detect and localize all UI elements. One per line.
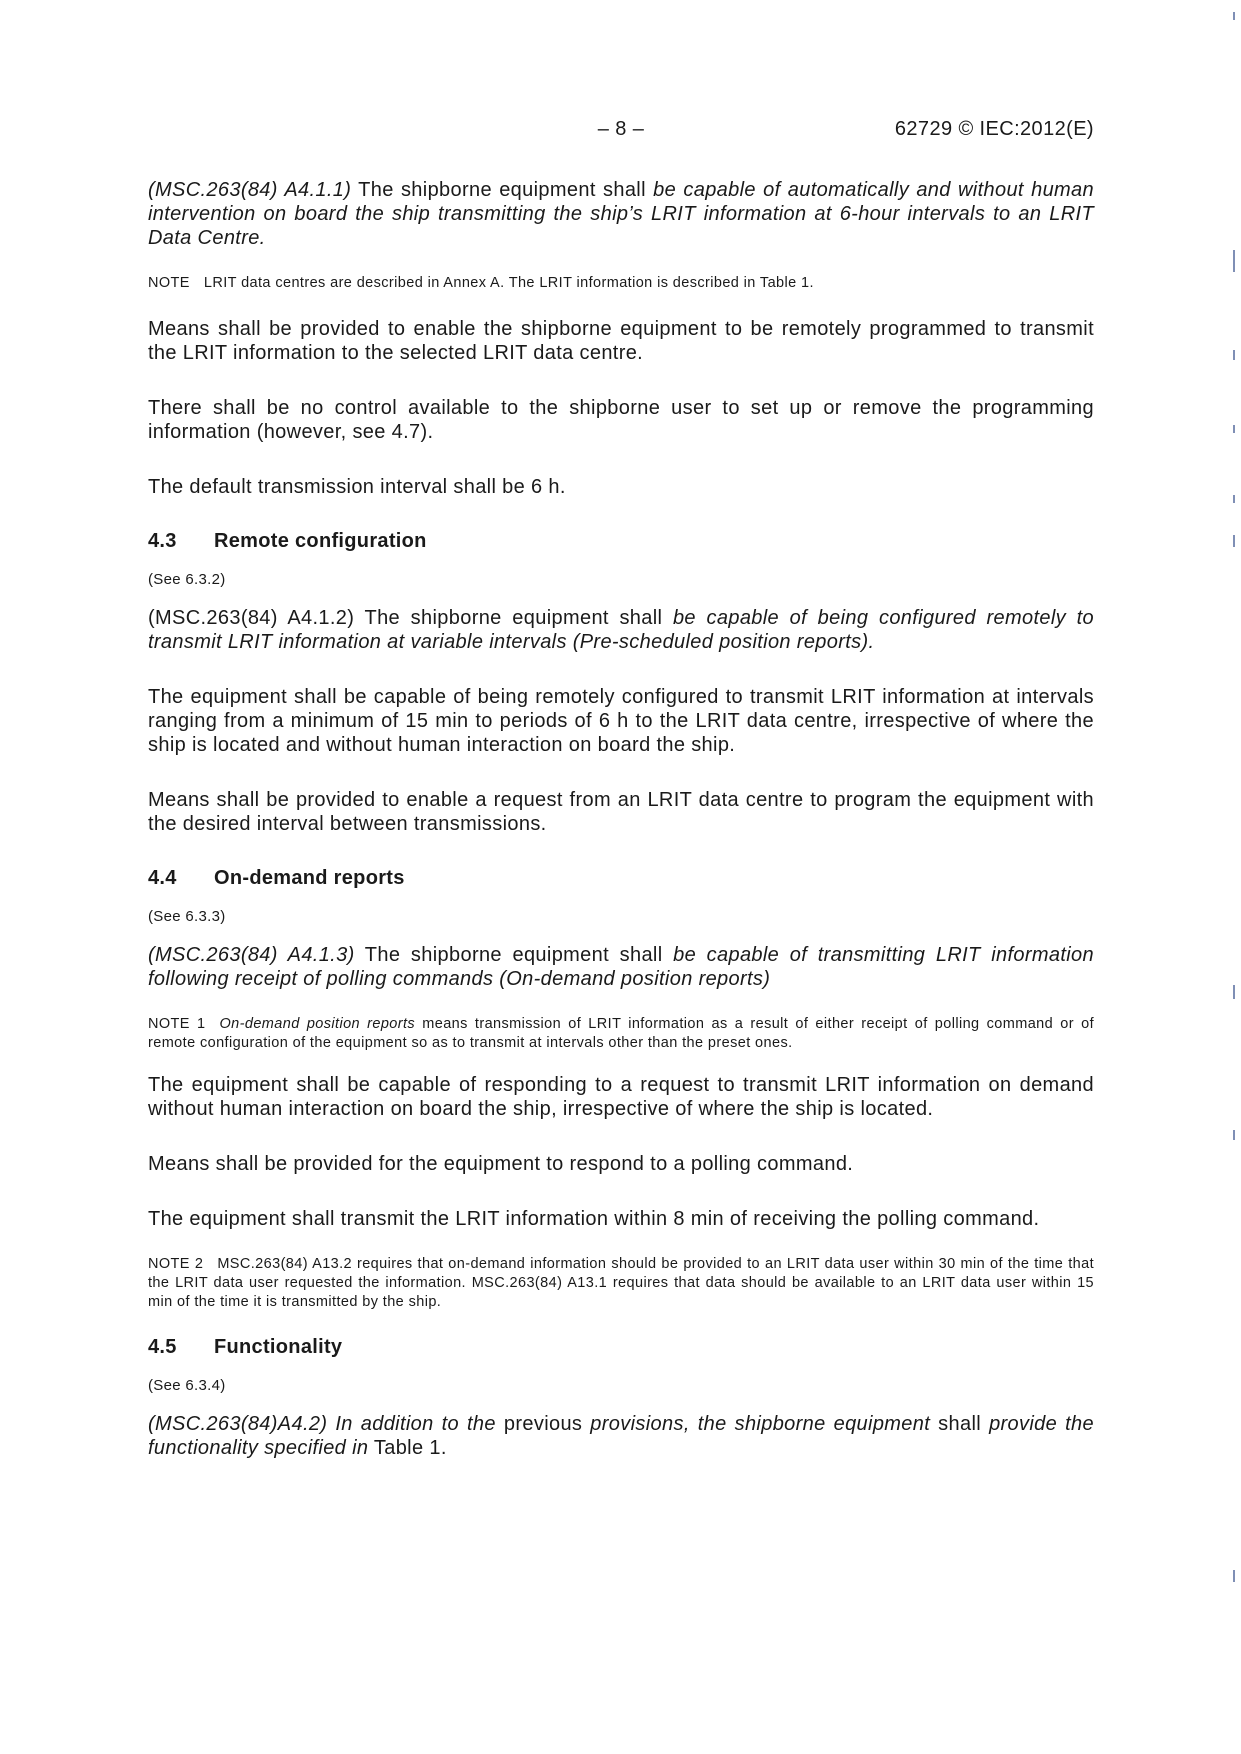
note: NOTE LRIT data centres are described in Annex A. The LRIT information is described in Table 1. bbox=[148, 275, 814, 291]
section-heading: 4.3 Remote configuration bbox=[148, 530, 427, 552]
scan-mark bbox=[1233, 535, 1235, 547]
paragraph: Means shall be provided for the equipment to respond to a polling command. bbox=[148, 1153, 854, 1175]
paragraph: The equipment shall be capable of being remotely configured to transmit LRIT information at intervals ranging from a minimum of 15 min to periods of 6 h to the LRIT data centre, irrespective of where the ship is located and without human interaction on board the ship. bbox=[148, 686, 1094, 756]
scan-mark bbox=[1233, 250, 1235, 272]
requirement-paragraph: (MSC.263(84) A4.1.3) The shipborne equipment shall be capable of transmitting LRIT information following receipt of polling commands (On-demand position reports) bbox=[148, 944, 1094, 990]
page-content bbox=[148, 178, 1094, 1491]
page-header bbox=[148, 118, 1094, 146]
see-reference: (See 6.3.2) bbox=[148, 571, 226, 588]
requirement-paragraph: (MSC.263(84) A4.1.2) The shipborne equipment shall be capable of being configured remotely to transmit LRIT information at variable intervals (Pre-scheduled position reports). bbox=[148, 607, 1094, 653]
paragraph: The default transmission interval shall be 6 h. bbox=[148, 476, 566, 498]
note: NOTE 1 On-demand position reports means transmission of LRIT information as a result of either receipt of polling command or of remote configuration of the equipment so as to transmit at intervals other than the preset ones. bbox=[148, 1016, 1095, 1051]
scan-mark bbox=[1233, 350, 1235, 360]
see-reference: (See 6.3.4) bbox=[148, 1377, 226, 1394]
scan-mark bbox=[1233, 425, 1235, 433]
scan-edge-artifacts bbox=[1211, 0, 1241, 1754]
paragraph: Means shall be provided to enable the shipborne equipment to be remotely programmed to transmit the LRIT information to the selected LRIT data centre. bbox=[148, 318, 1094, 364]
paragraph: There shall be no control available to the shipborne user to set up or remove the programming information (however, see 4.7). bbox=[148, 397, 1094, 443]
scan-mark bbox=[1233, 12, 1235, 20]
paragraph: Means shall be provided to enable a request from an LRIT data centre to program the equipment with the desired interval between transmissions. bbox=[148, 789, 1094, 835]
document-reference: 62729 © IEC:2012(E) bbox=[894, 118, 1094, 140]
note: NOTE 2 MSC.263(84) A13.2 requires that on-demand information should be provided to an LRIT data user within 30 min of the time that the LRIT data user requested the information. MSC.263(84) A13.1 requires that data should be available to an LRIT data user within 15 min of the time it is transmitted by the ship. bbox=[148, 1256, 1095, 1310]
scan-mark bbox=[1233, 985, 1235, 999]
see-reference: (See 6.3.3) bbox=[148, 908, 226, 925]
paragraph: The equipment shall transmit the LRIT information within 8 min of receiving the polling command. bbox=[148, 1208, 1040, 1230]
scan-mark bbox=[1233, 495, 1235, 503]
scan-mark bbox=[1233, 1130, 1235, 1140]
requirement-paragraph: (MSC.263(84) A4.1.1) The shipborne equipment shall be capable of automatically and without human intervention on board the ship transmitting the ship’s LRIT information at 6-hour intervals to an LRIT Data Centre. bbox=[148, 179, 1095, 249]
section-heading: 4.5 Functionality bbox=[148, 1336, 343, 1358]
paragraph: The equipment shall be capable of responding to a request to transmit LRIT information on demand without human interaction on board the ship, irrespective of where the ship is located. bbox=[148, 1074, 1094, 1120]
page-number: – 8 – bbox=[597, 118, 645, 140]
requirement-paragraph: (MSC.263(84)A4.2) In addition to the previous provisions, the shipborne equipment shall provide the functionality specified in Table 1. bbox=[148, 1413, 1094, 1459]
section-heading: 4.4 On-demand reports bbox=[148, 867, 405, 889]
scan-mark bbox=[1233, 1570, 1235, 1582]
